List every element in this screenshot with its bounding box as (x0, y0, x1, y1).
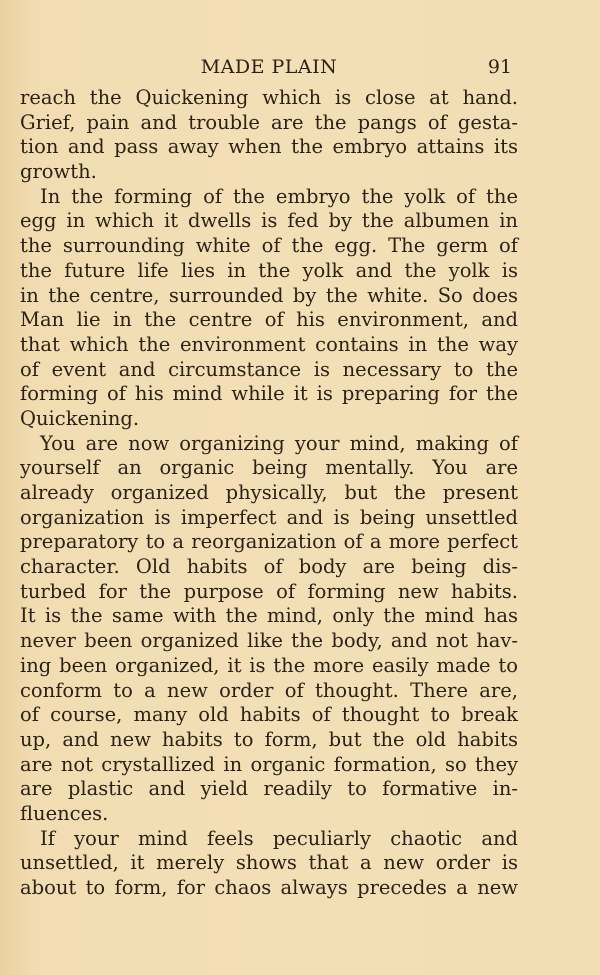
text-line: You are now organizing your mind, making of (40, 431, 518, 455)
text-line: Man lie in the centre of his environment, and (20, 308, 518, 332)
text-line: unsettled, it merely shows that a new order is (20, 851, 518, 875)
text-line: of course, many old habits of thought to break (20, 703, 518, 727)
text-line: Quickening. (20, 406, 140, 430)
text-line: are plastic and yield readily to formative in- (20, 777, 518, 801)
text-line: character. Old habits of body are being dis- (20, 555, 518, 579)
text-line: about to form, for chaos always precedes a new (20, 876, 518, 899)
text-line: If your mind feels peculiarly chaotic and (40, 826, 518, 850)
text-line: in the centre, surrounded by the white. So does (20, 283, 518, 307)
text-line: that which the environment contains in the way (20, 332, 518, 356)
text-line: the future life lies in the yolk and the yolk is (20, 258, 518, 282)
text-line: It is the same with the mind, only the mind has (20, 604, 518, 628)
text-line: never been organized like the body, and not hav- (20, 629, 518, 653)
text-line: growth. (20, 160, 97, 184)
text-line: yourself an organic being mentally. You are (20, 456, 518, 480)
text-line: fluences. (20, 801, 109, 825)
body-text (20, 86, 518, 901)
text-line: turbed for the purpose of forming new habits. (20, 579, 518, 603)
text-line: conform to a new order of thought. There are, (20, 678, 518, 702)
page-number: 91 (487, 56, 512, 78)
text-line: reach the Quickening which is close at hand. (20, 86, 518, 109)
text-line: ing been organized, it is the more easily made to (20, 653, 518, 677)
text-line: egg in which it dwells is fed by the albumen in (20, 209, 518, 233)
text-line: organization is imperfect and is being unsettled (20, 505, 518, 529)
text-line: the surrounding white of the egg. The germ of (20, 234, 518, 258)
text-line: of event and circumstance is necessary to the (20, 357, 518, 381)
page-header (20, 56, 518, 84)
text-line: up, and new habits to form, but the old habits (20, 727, 518, 751)
text-line: already organized physically, but the present (20, 481, 518, 504)
text-line: preparatory to a reorganization of a more perfect (20, 530, 518, 554)
text-line: tion and pass away when the embryo attains its (20, 135, 518, 159)
text-line: forming of his mind while it is preparing for the (20, 382, 518, 406)
text-line: are not crystallized in organic formation, so they (20, 752, 518, 776)
running-title: MADE PLAIN (200, 56, 338, 78)
text-line: Grief, pain and trouble are the pangs of gesta- (20, 110, 518, 134)
text-line: In the forming of the embryo the yolk of the (40, 184, 518, 208)
